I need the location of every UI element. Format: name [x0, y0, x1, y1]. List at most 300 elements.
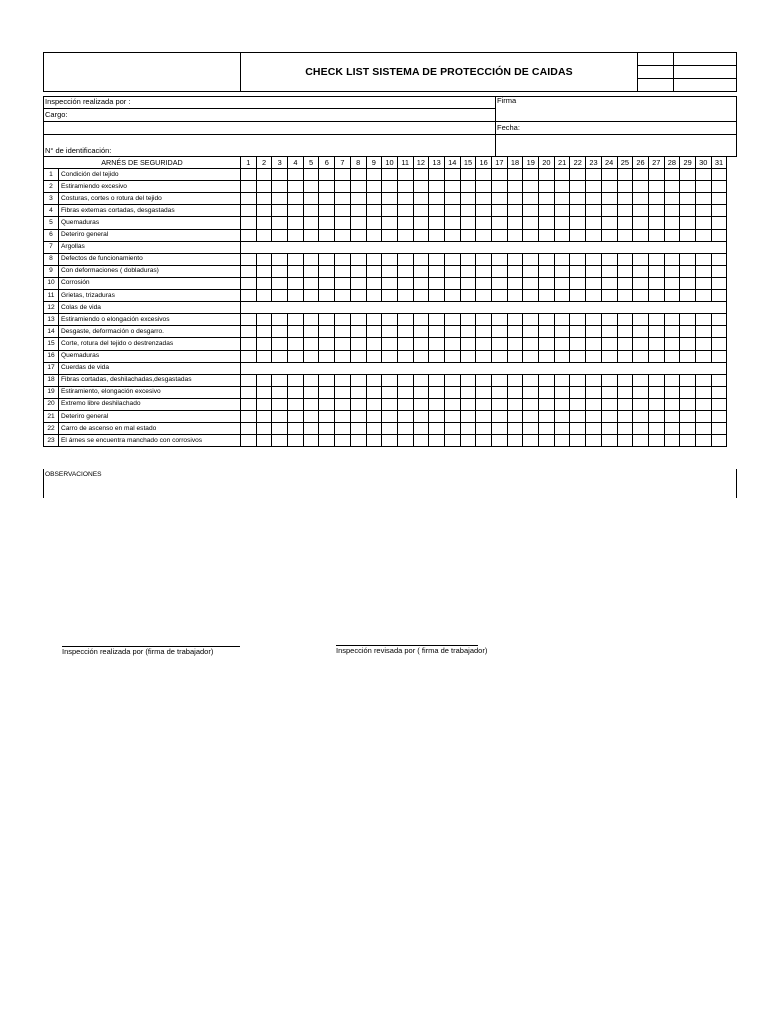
check-cell[interactable] [664, 423, 680, 435]
check-cell[interactable] [241, 277, 257, 289]
check-cell[interactable] [695, 423, 711, 435]
check-cell[interactable] [586, 217, 602, 229]
check-cell[interactable] [397, 326, 413, 338]
check-cell[interactable] [680, 386, 696, 398]
check-cell[interactable] [350, 290, 366, 302]
check-cell[interactable] [460, 386, 476, 398]
check-cell[interactable] [319, 229, 335, 241]
check-cell[interactable] [397, 338, 413, 350]
check-cell[interactable] [382, 326, 398, 338]
check-cell[interactable] [539, 277, 555, 289]
check-cell[interactable] [397, 229, 413, 241]
check-cell[interactable] [711, 398, 727, 410]
check-cell[interactable] [695, 326, 711, 338]
check-cell[interactable] [648, 265, 664, 277]
check-cell[interactable] [272, 435, 288, 447]
check-cell[interactable] [382, 398, 398, 410]
check-cell[interactable] [476, 338, 492, 350]
check-cell[interactable] [711, 205, 727, 217]
check-cell[interactable] [601, 193, 617, 205]
check-cell[interactable] [272, 410, 288, 422]
check-cell[interactable] [303, 217, 319, 229]
check-cell[interactable] [570, 374, 586, 386]
check-cell[interactable] [444, 410, 460, 422]
check-cell[interactable] [554, 205, 570, 217]
check-cell[interactable] [476, 350, 492, 362]
check-cell[interactable] [335, 277, 351, 289]
check-cell[interactable] [413, 423, 429, 435]
check-cell[interactable] [303, 193, 319, 205]
check-cell[interactable] [413, 290, 429, 302]
check-cell[interactable] [695, 205, 711, 217]
check-cell[interactable] [617, 181, 633, 193]
check-cell[interactable] [460, 398, 476, 410]
check-cell[interactable] [460, 193, 476, 205]
check-cell[interactable] [335, 398, 351, 410]
check-cell[interactable] [523, 181, 539, 193]
check-cell[interactable] [695, 410, 711, 422]
check-cell[interactable] [492, 193, 508, 205]
check-cell[interactable] [664, 229, 680, 241]
check-cell[interactable] [539, 229, 555, 241]
check-cell[interactable] [633, 265, 649, 277]
check-cell[interactable] [476, 326, 492, 338]
check-cell[interactable] [711, 435, 727, 447]
check-cell[interactable] [539, 181, 555, 193]
check-cell[interactable] [507, 338, 523, 350]
check-cell[interactable] [570, 217, 586, 229]
check-cell[interactable] [319, 435, 335, 447]
check-cell[interactable] [382, 338, 398, 350]
check-cell[interactable] [460, 265, 476, 277]
check-cell[interactable] [633, 410, 649, 422]
check-cell[interactable] [507, 229, 523, 241]
check-cell[interactable] [695, 314, 711, 326]
check-cell[interactable] [539, 326, 555, 338]
check-cell[interactable] [429, 181, 445, 193]
check-cell[interactable] [303, 398, 319, 410]
check-cell[interactable] [695, 350, 711, 362]
check-cell[interactable] [350, 253, 366, 265]
check-cell[interactable] [366, 350, 382, 362]
check-cell[interactable] [476, 314, 492, 326]
check-cell[interactable] [397, 277, 413, 289]
check-cell[interactable] [664, 169, 680, 181]
check-cell[interactable] [429, 169, 445, 181]
check-cell[interactable] [476, 386, 492, 398]
check-cell[interactable] [570, 181, 586, 193]
check-cell[interactable] [350, 374, 366, 386]
check-cell[interactable] [507, 205, 523, 217]
check-cell[interactable] [288, 350, 304, 362]
check-cell[interactable] [460, 229, 476, 241]
check-cell[interactable] [554, 314, 570, 326]
check-cell[interactable] [460, 290, 476, 302]
check-cell[interactable] [680, 338, 696, 350]
check-cell[interactable] [664, 338, 680, 350]
check-cell[interactable] [319, 193, 335, 205]
check-cell[interactable] [303, 350, 319, 362]
check-cell[interactable] [397, 435, 413, 447]
check-cell[interactable] [444, 435, 460, 447]
check-cell[interactable] [507, 423, 523, 435]
check-cell[interactable] [444, 169, 460, 181]
check-cell[interactable] [539, 314, 555, 326]
check-cell[interactable] [256, 217, 272, 229]
check-cell[interactable] [319, 205, 335, 217]
check-cell[interactable] [256, 265, 272, 277]
check-cell[interactable] [460, 326, 476, 338]
check-cell[interactable] [241, 350, 257, 362]
check-cell[interactable] [554, 229, 570, 241]
check-cell[interactable] [695, 277, 711, 289]
check-cell[interactable] [335, 435, 351, 447]
check-cell[interactable] [303, 277, 319, 289]
check-cell[interactable] [711, 253, 727, 265]
check-cell[interactable] [476, 290, 492, 302]
check-cell[interactable] [413, 386, 429, 398]
check-cell[interactable] [382, 229, 398, 241]
check-cell[interactable] [680, 265, 696, 277]
check-cell[interactable] [523, 314, 539, 326]
observations-box[interactable] [43, 469, 737, 498]
check-cell[interactable] [570, 290, 586, 302]
check-cell[interactable] [303, 423, 319, 435]
check-cell[interactable] [444, 290, 460, 302]
check-cell[interactable] [507, 326, 523, 338]
check-cell[interactable] [382, 314, 398, 326]
check-cell[interactable] [523, 374, 539, 386]
check-cell[interactable] [366, 423, 382, 435]
check-cell[interactable] [507, 290, 523, 302]
check-cell[interactable] [241, 423, 257, 435]
check-cell[interactable] [617, 423, 633, 435]
check-cell[interactable] [303, 435, 319, 447]
check-cell[interactable] [366, 217, 382, 229]
check-cell[interactable] [476, 374, 492, 386]
check-cell[interactable] [444, 277, 460, 289]
check-cell[interactable] [256, 205, 272, 217]
check-cell[interactable] [711, 290, 727, 302]
check-cell[interactable] [350, 338, 366, 350]
check-cell[interactable] [554, 277, 570, 289]
check-cell[interactable] [460, 217, 476, 229]
check-cell[interactable] [601, 253, 617, 265]
check-cell[interactable] [366, 181, 382, 193]
check-cell[interactable] [429, 253, 445, 265]
check-cell[interactable] [586, 314, 602, 326]
check-cell[interactable] [272, 205, 288, 217]
check-cell[interactable] [256, 350, 272, 362]
check-cell[interactable] [695, 290, 711, 302]
check-cell[interactable] [382, 265, 398, 277]
check-cell[interactable] [680, 181, 696, 193]
check-cell[interactable] [444, 423, 460, 435]
check-cell[interactable] [648, 326, 664, 338]
check-cell[interactable] [601, 374, 617, 386]
check-cell[interactable] [523, 277, 539, 289]
check-cell[interactable] [554, 217, 570, 229]
check-cell[interactable] [570, 338, 586, 350]
check-cell[interactable] [272, 253, 288, 265]
check-cell[interactable] [633, 169, 649, 181]
check-cell[interactable] [617, 217, 633, 229]
check-cell[interactable] [492, 338, 508, 350]
check-cell[interactable] [319, 217, 335, 229]
check-cell[interactable] [460, 410, 476, 422]
check-cell[interactable] [413, 169, 429, 181]
check-cell[interactable] [413, 410, 429, 422]
check-cell[interactable] [272, 386, 288, 398]
check-cell[interactable] [648, 217, 664, 229]
check-cell[interactable] [633, 253, 649, 265]
check-cell[interactable] [350, 314, 366, 326]
check-cell[interactable] [554, 374, 570, 386]
check-cell[interactable] [256, 374, 272, 386]
check-cell[interactable] [492, 229, 508, 241]
check-cell[interactable] [586, 290, 602, 302]
check-cell[interactable] [350, 398, 366, 410]
check-cell[interactable] [366, 386, 382, 398]
check-cell[interactable] [288, 253, 304, 265]
check-cell[interactable] [523, 410, 539, 422]
check-cell[interactable] [256, 435, 272, 447]
check-cell[interactable] [633, 435, 649, 447]
check-cell[interactable] [539, 374, 555, 386]
check-cell[interactable] [539, 205, 555, 217]
check-cell[interactable] [241, 205, 257, 217]
check-cell[interactable] [570, 326, 586, 338]
check-cell[interactable] [617, 253, 633, 265]
check-cell[interactable] [633, 326, 649, 338]
check-cell[interactable] [256, 338, 272, 350]
check-cell[interactable] [335, 193, 351, 205]
check-cell[interactable] [507, 398, 523, 410]
check-cell[interactable] [444, 229, 460, 241]
check-cell[interactable] [241, 290, 257, 302]
check-cell[interactable] [711, 181, 727, 193]
check-cell[interactable] [617, 350, 633, 362]
check-cell[interactable] [319, 290, 335, 302]
check-cell[interactable] [554, 181, 570, 193]
check-cell[interactable] [492, 217, 508, 229]
check-cell[interactable] [711, 386, 727, 398]
check-cell[interactable] [617, 398, 633, 410]
check-cell[interactable] [288, 181, 304, 193]
check-cell[interactable] [601, 350, 617, 362]
check-cell[interactable] [429, 338, 445, 350]
check-cell[interactable] [397, 350, 413, 362]
check-cell[interactable] [366, 265, 382, 277]
check-cell[interactable] [570, 410, 586, 422]
check-cell[interactable] [664, 398, 680, 410]
check-cell[interactable] [272, 290, 288, 302]
check-cell[interactable] [429, 410, 445, 422]
check-cell[interactable] [319, 410, 335, 422]
check-cell[interactable] [711, 265, 727, 277]
check-cell[interactable] [413, 217, 429, 229]
check-cell[interactable] [429, 265, 445, 277]
check-cell[interactable] [507, 277, 523, 289]
check-cell[interactable] [586, 350, 602, 362]
check-cell[interactable] [695, 398, 711, 410]
check-cell[interactable] [429, 350, 445, 362]
check-cell[interactable] [288, 398, 304, 410]
check-cell[interactable] [539, 290, 555, 302]
check-cell[interactable] [288, 290, 304, 302]
check-cell[interactable] [648, 253, 664, 265]
check-cell[interactable] [476, 253, 492, 265]
check-cell[interactable] [680, 314, 696, 326]
check-cell[interactable] [492, 374, 508, 386]
check-cell[interactable] [319, 314, 335, 326]
check-cell[interactable] [601, 326, 617, 338]
check-cell[interactable] [366, 314, 382, 326]
check-cell[interactable] [413, 181, 429, 193]
check-cell[interactable] [397, 398, 413, 410]
check-cell[interactable] [711, 229, 727, 241]
check-cell[interactable] [366, 205, 382, 217]
check-cell[interactable] [241, 229, 257, 241]
check-cell[interactable] [256, 169, 272, 181]
check-cell[interactable] [507, 435, 523, 447]
check-cell[interactable] [617, 326, 633, 338]
check-cell[interactable] [444, 265, 460, 277]
check-cell[interactable] [617, 290, 633, 302]
check-cell[interactable] [303, 181, 319, 193]
check-cell[interactable] [492, 277, 508, 289]
check-cell[interactable] [397, 265, 413, 277]
check-cell[interactable] [476, 423, 492, 435]
check-cell[interactable] [241, 314, 257, 326]
check-cell[interactable] [554, 423, 570, 435]
check-cell[interactable] [523, 169, 539, 181]
check-cell[interactable] [695, 386, 711, 398]
check-cell[interactable] [523, 350, 539, 362]
check-cell[interactable] [350, 193, 366, 205]
check-cell[interactable] [350, 265, 366, 277]
check-cell[interactable] [272, 326, 288, 338]
check-cell[interactable] [507, 193, 523, 205]
check-cell[interactable] [601, 423, 617, 435]
check-cell[interactable] [648, 350, 664, 362]
check-cell[interactable] [554, 410, 570, 422]
check-cell[interactable] [272, 265, 288, 277]
check-cell[interactable] [319, 398, 335, 410]
check-cell[interactable] [680, 326, 696, 338]
check-cell[interactable] [554, 265, 570, 277]
check-cell[interactable] [617, 193, 633, 205]
check-cell[interactable] [335, 350, 351, 362]
check-cell[interactable] [444, 338, 460, 350]
check-cell[interactable] [633, 423, 649, 435]
check-cell[interactable] [335, 326, 351, 338]
check-cell[interactable] [601, 229, 617, 241]
check-cell[interactable] [444, 386, 460, 398]
check-cell[interactable] [413, 326, 429, 338]
check-cell[interactable] [319, 374, 335, 386]
check-cell[interactable] [460, 435, 476, 447]
check-cell[interactable] [680, 374, 696, 386]
check-cell[interactable] [272, 217, 288, 229]
check-cell[interactable] [648, 338, 664, 350]
check-cell[interactable] [444, 217, 460, 229]
check-cell[interactable] [256, 314, 272, 326]
check-cell[interactable] [601, 265, 617, 277]
check-cell[interactable] [303, 265, 319, 277]
check-cell[interactable] [366, 326, 382, 338]
check-cell[interactable] [695, 193, 711, 205]
check-cell[interactable] [335, 386, 351, 398]
check-cell[interactable] [664, 277, 680, 289]
check-cell[interactable] [664, 205, 680, 217]
check-cell[interactable] [680, 169, 696, 181]
check-cell[interactable] [382, 253, 398, 265]
check-cell[interactable] [366, 410, 382, 422]
check-cell[interactable] [303, 410, 319, 422]
check-cell[interactable] [241, 410, 257, 422]
check-cell[interactable] [272, 338, 288, 350]
check-cell[interactable] [272, 374, 288, 386]
check-cell[interactable] [241, 265, 257, 277]
check-cell[interactable] [539, 193, 555, 205]
check-cell[interactable] [711, 374, 727, 386]
check-cell[interactable] [397, 205, 413, 217]
check-cell[interactable] [601, 277, 617, 289]
check-cell[interactable] [241, 326, 257, 338]
check-cell[interactable] [397, 217, 413, 229]
check-cell[interactable] [366, 435, 382, 447]
check-cell[interactable] [429, 423, 445, 435]
check-cell[interactable] [241, 374, 257, 386]
check-cell[interactable] [335, 181, 351, 193]
check-cell[interactable] [507, 169, 523, 181]
check-cell[interactable] [241, 169, 257, 181]
check-cell[interactable] [570, 265, 586, 277]
check-cell[interactable] [476, 181, 492, 193]
check-cell[interactable] [617, 277, 633, 289]
check-cell[interactable] [601, 386, 617, 398]
check-cell[interactable] [492, 423, 508, 435]
check-cell[interactable] [319, 386, 335, 398]
check-cell[interactable] [350, 350, 366, 362]
check-cell[interactable] [303, 229, 319, 241]
check-cell[interactable] [241, 435, 257, 447]
check-cell[interactable] [601, 314, 617, 326]
check-cell[interactable] [586, 229, 602, 241]
check-cell[interactable] [272, 229, 288, 241]
check-cell[interactable] [680, 205, 696, 217]
check-cell[interactable] [241, 386, 257, 398]
check-cell[interactable] [350, 181, 366, 193]
check-cell[interactable] [460, 169, 476, 181]
check-cell[interactable] [288, 410, 304, 422]
check-cell[interactable] [397, 181, 413, 193]
check-cell[interactable] [476, 229, 492, 241]
check-cell[interactable] [350, 169, 366, 181]
check-cell[interactable] [711, 217, 727, 229]
check-cell[interactable] [397, 423, 413, 435]
check-cell[interactable] [460, 350, 476, 362]
check-cell[interactable] [429, 217, 445, 229]
check-cell[interactable] [570, 398, 586, 410]
check-cell[interactable] [492, 265, 508, 277]
check-cell[interactable] [570, 423, 586, 435]
check-cell[interactable] [523, 423, 539, 435]
check-cell[interactable] [350, 326, 366, 338]
check-cell[interactable] [382, 181, 398, 193]
check-cell[interactable] [648, 290, 664, 302]
